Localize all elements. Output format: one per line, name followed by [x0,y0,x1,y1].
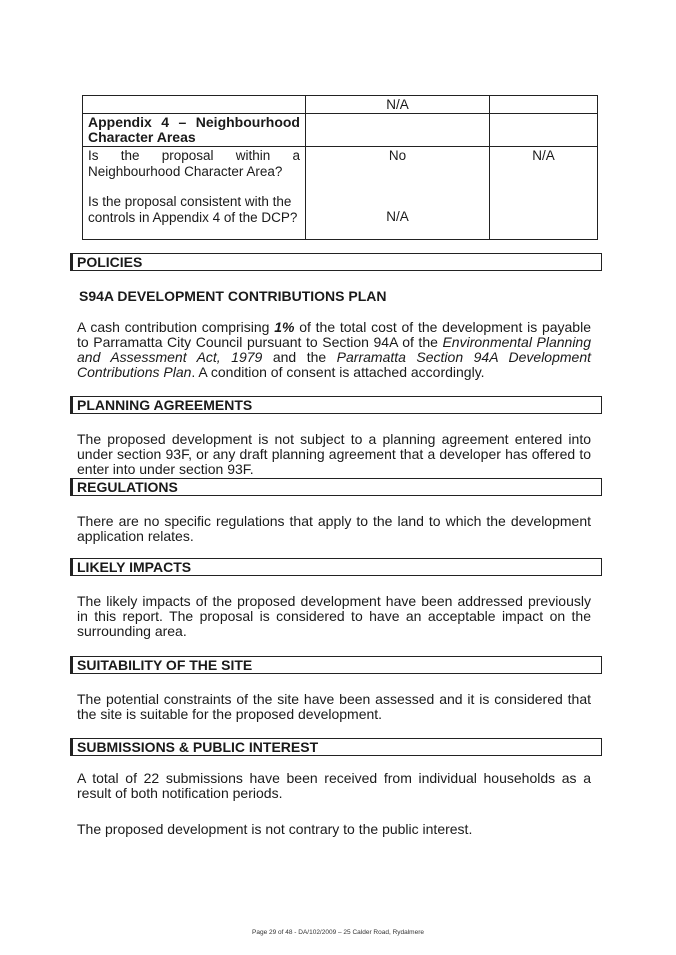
table-row [83,147,598,240]
compliance-table [82,95,598,240]
appendix-title-line2: Character Areas [88,129,196,145]
table-cell [83,96,306,114]
appendix-word: Appendix [88,114,152,130]
submissions-heading: SUBMISSIONS & PUBLIC INTEREST [72,738,602,756]
regulations-paragraph: There are no specific regulations that apply to the land to which the development application relates. [77,513,591,544]
s94a-paragraph: A cash contribution comprising 1% of the total cost of the development is payable to Parramatta City Council pursuant to Section 94A of the Environmental Planning and Assessment Act, 1979 and the Parramatta Section 94A Development Contributions Plan. A condition of consent is attached accordingly. [77,319,592,380]
answer-1: No [388,148,407,163]
table-cell [490,96,598,114]
appendix-dash: – [178,114,187,130]
table-row [83,96,598,114]
answer-cell [306,147,490,240]
planning-agreements-heading: PLANNING AGREEMENTS [72,396,602,414]
submissions-paragraph: A total of 22 submissions have been received from individual households as a result of both notification periods. [77,770,591,801]
question-1: Is the proposal within a Neighbourhood Character Area? [88,148,300,179]
planning-agreements-paragraph: The proposed development is not subject to a planning agreement entered into under section 93F, or any draft planning agreement that a developer has offered to enter into under section 93F. [77,431,591,477]
likely-impacts-paragraph: The likely impacts of the proposed development have been addressed previously in this report. The proposal is considered to have an acceptable impact on the surrounding area. [77,593,591,639]
table-cell [490,114,598,147]
page-footer: Page 29 of 48 - DA/102/2009 – 25 Calder Road, Rydalmere [252,929,424,936]
appendix-title-word: Neighbourhood [195,114,300,130]
suitability-heading: SUITABILITY OF THE SITE [72,656,602,674]
table-row [83,114,598,147]
table-cell: N/A [306,96,490,114]
question-2: Is the proposal consistent with the controls in Appendix 4 of the DCP? [88,194,298,225]
question-cell [83,147,306,240]
policies-heading: POLICIES [72,253,602,271]
suitability-paragraph: The potential constraints of the site have been assessed and it is considered that the site is suitable for the proposed development. [77,691,591,722]
compliance-1: N/A [532,148,555,163]
compliance-cell [490,147,598,240]
appendix-number: 4 [161,114,170,130]
likely-impacts-heading: LIKELY IMPACTS [72,558,602,576]
appendix-heading-cell [83,114,306,147]
public-interest-paragraph: The proposed development is not contrary to the public interest. [77,821,473,837]
regulations-heading: REGULATIONS [72,478,602,496]
answer-2: N/A [386,209,409,224]
s94a-subheading: S94A DEVELOPMENT CONTRIBUTIONS PLAN [79,288,387,304]
table-cell [306,114,490,147]
